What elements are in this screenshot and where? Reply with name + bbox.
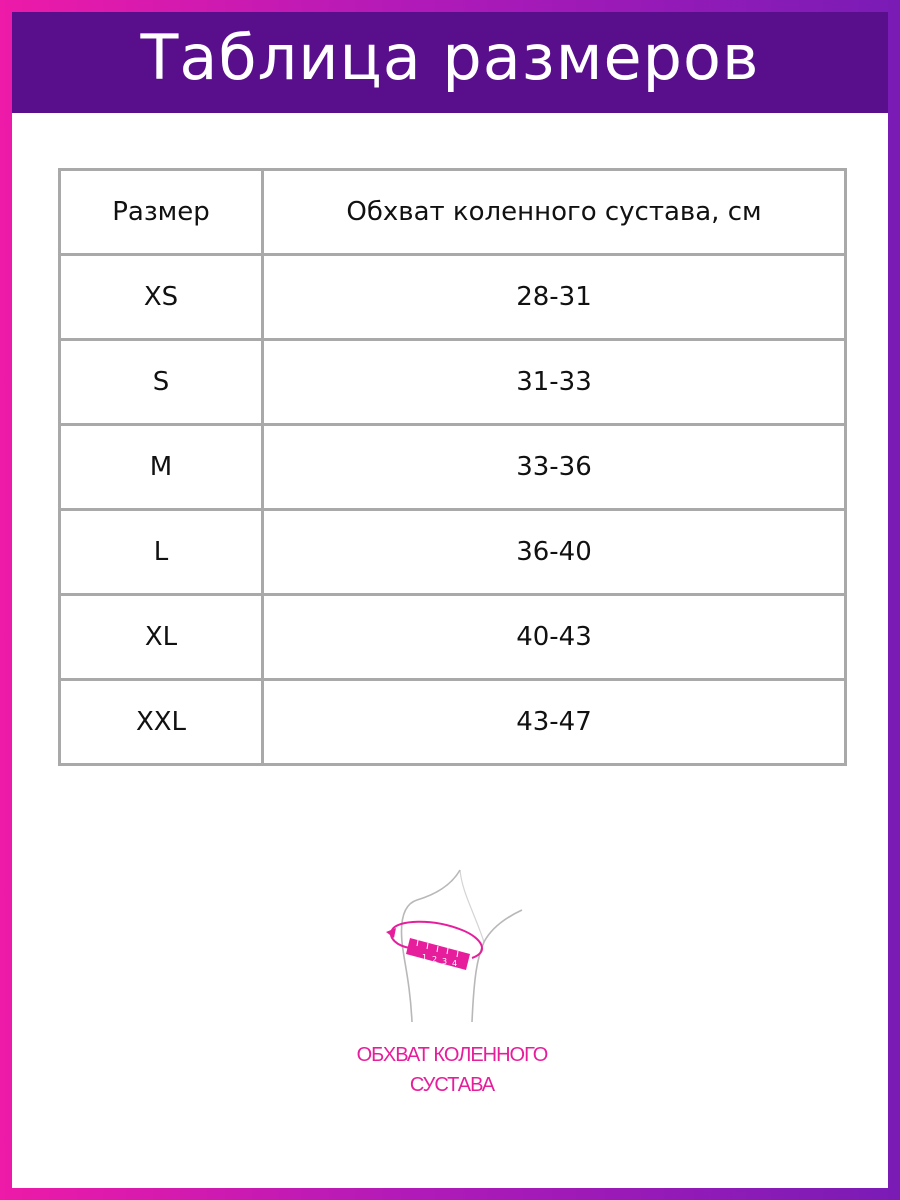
girth-cell: 28-31: [263, 255, 846, 340]
size-cell: XL: [60, 595, 263, 680]
girth-cell: 36-40: [263, 510, 846, 595]
tape-number: 2: [432, 955, 438, 964]
size-cell: M: [60, 425, 263, 510]
size-table: [58, 168, 847, 766]
table-row: [60, 680, 846, 765]
size-cell: L: [60, 510, 263, 595]
table-header-row: [60, 170, 846, 255]
size-cell: S: [60, 340, 263, 425]
table-row: [60, 510, 846, 595]
title-bar: [12, 12, 888, 113]
table-row: [60, 425, 846, 510]
girth-cell: 43-47: [263, 680, 846, 765]
tape-number: 4: [452, 959, 458, 968]
page-frame: [12, 12, 888, 1188]
caption-line-2: СУСТАВА: [409, 1074, 495, 1096]
girth-cell: 31-33: [263, 340, 846, 425]
table-row: [60, 340, 846, 425]
girth-cell: 33-36: [263, 425, 846, 510]
size-cell: XS: [60, 255, 263, 340]
knee-measuring-tape-icon: [342, 862, 562, 1032]
girth-cell: 40-43: [263, 595, 846, 680]
table-row: [60, 595, 846, 680]
page-title: Таблица размеров: [140, 21, 760, 94]
table-row: [60, 255, 846, 340]
tape-number: 1: [422, 953, 428, 962]
column-header-girth: Обхват коленного сустава, см: [263, 170, 846, 255]
caption-line-1: ОБХВАТ КОЛЕННОГО: [356, 1044, 548, 1066]
tape-number: 3: [442, 957, 448, 966]
column-header-size: Размер: [60, 170, 263, 255]
size-cell: XXL: [60, 680, 263, 765]
illustration-caption: [252, 1040, 652, 1100]
